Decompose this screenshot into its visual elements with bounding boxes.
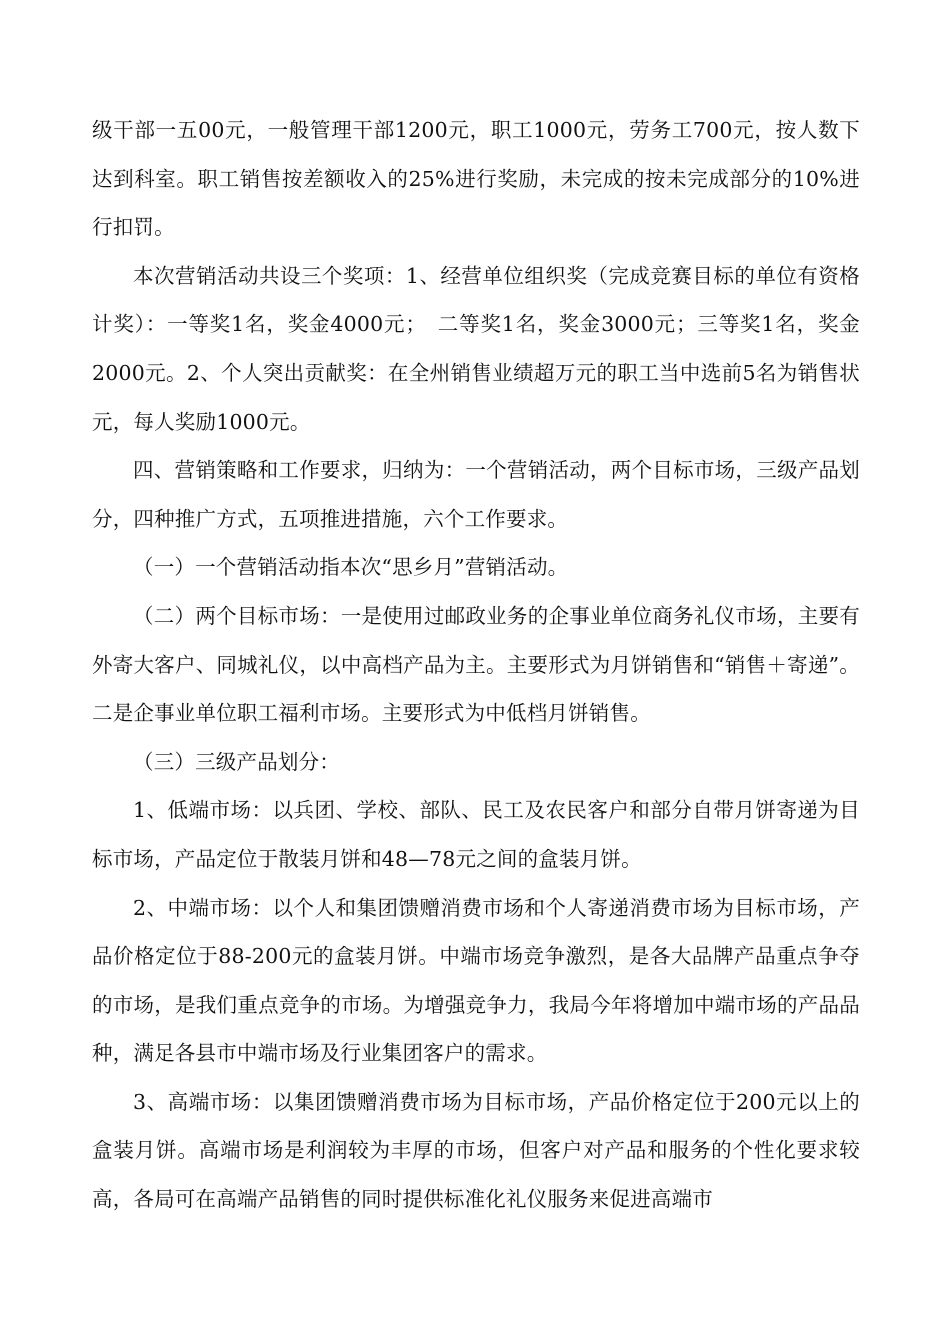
paragraph-three-tiers-heading: （三）三级产品划分： — [133, 749, 340, 774]
paragraph-salary-standards: 级干部一五00元，一般管理干部1200元，职工1000元，劳务工700元，按人数下达到科室。职工销售按差额收入的25%进行奖励，未完成的按未完成部分的10%进行扣罚。 — [92, 118, 860, 240]
document-body — [92, 106, 860, 1224]
paragraph-strategy-heading: 四、营销策略和工作要求，归纳为：一个营销活动，两个目标市场，三级产品划分，四种推广方式，五项推进措施，六个工作要求。 — [92, 458, 860, 531]
paragraph-high-end-market: 3、高端市场：以集团馈赠消费市场为目标市场，产品价格定位于200元以上的盒装月饼。高端市场是利润较为丰厚的市场，但客户对产品和服务的个性化要求较高，各局可在高端产品销售的同时提供标准化礼仪服务来促进高端市 — [92, 1089, 860, 1212]
paragraph-awards: 本次营销活动共设三个奖项：1、经营单位组织奖（完成竞赛目标的单位有资格计奖）：一等奖1名，奖金4000元； 二等奖1名，奖金3000元；三等奖1名，奖金2000元。2、个人突出贡献奖：在全州销售业绩超万元的职工当中选前5名为销售状元，每人奖励1000元。 — [92, 263, 860, 434]
paragraph-one-campaign: （一）一个营销活动指本次“思乡月”营销活动。 — [133, 555, 569, 580]
paragraph-mid-end-market: 2、中端市场：以个人和集团馈赠消费市场和个人寄递消费市场为目标市场，产品价格定位于88-200元的盒装月饼。中端市场竞争激烈，是各大品牌产品重点争夺的市场，是我们重点竞争的市场。为增强竞争力，我局今年将增加中端市场的产品品种，满足各县市中端市场及行业集团客户的需求。 — [92, 895, 860, 1066]
paragraph-two-markets: （二）两个目标市场：一是使用过邮政业务的企事业单位商务礼仪市场，主要有外寄大客户、同城礼仪，以中高档产品为主。主要形式为月饼销售和“销售＋寄递”。二是企事业单位职工福利市场。主要形式为中低档月饼销售。 — [92, 603, 860, 726]
paragraph-low-end-market: 1、低端市场：以兵团、学校、部队、民工及农民客户和部分自带月饼寄递为目标市场，产品定位于散装月饼和48—78元之间的盒装月饼。 — [92, 798, 860, 871]
